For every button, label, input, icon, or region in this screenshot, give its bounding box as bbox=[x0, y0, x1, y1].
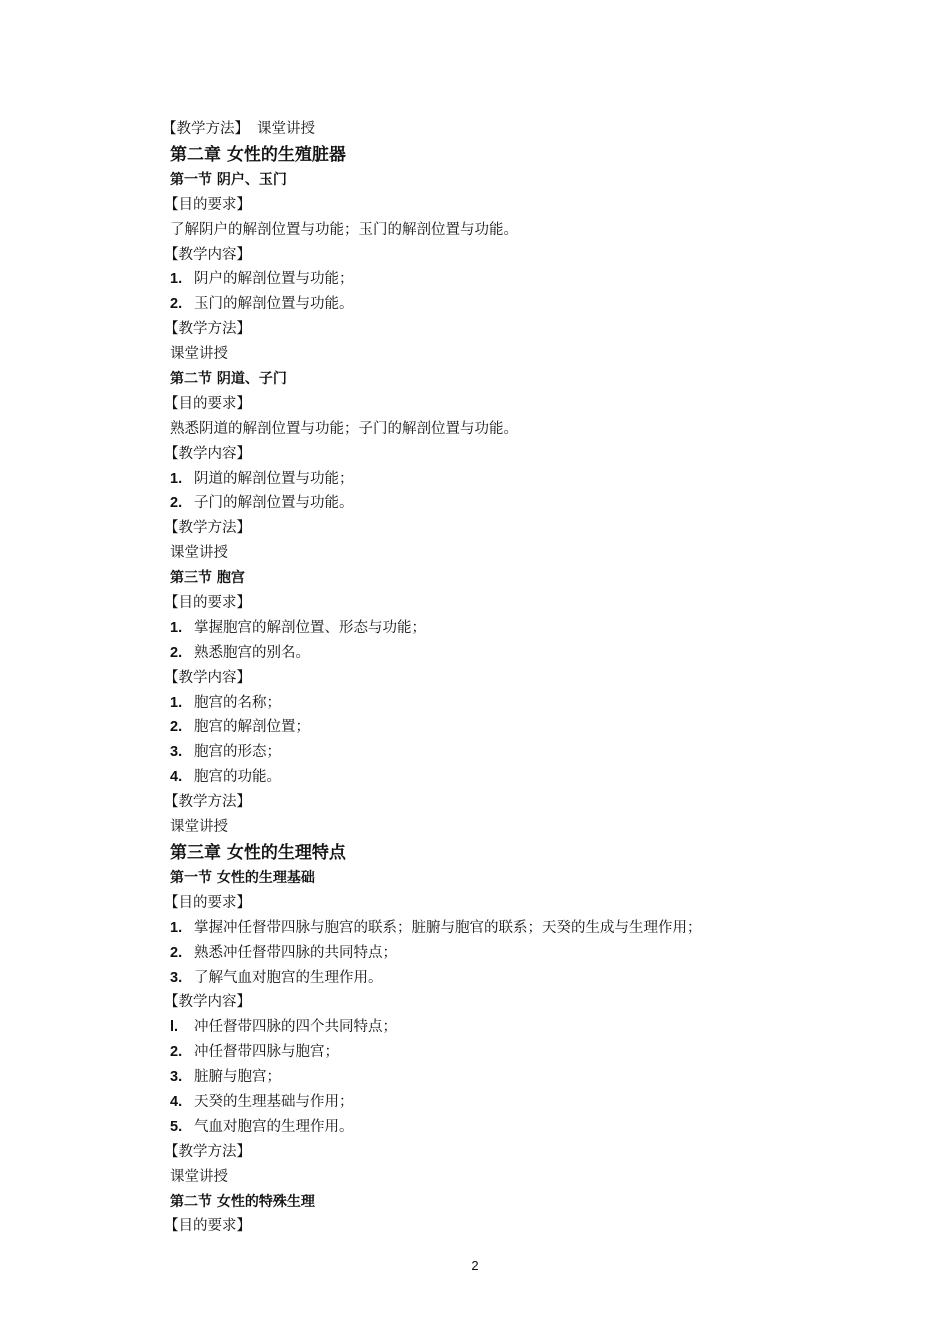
plain-text: 熟悉阴道的解剖位置与功能；子门的解剖位置与功能。 bbox=[170, 420, 518, 437]
item-line bbox=[0, 1065, 950, 1090]
bracket-text: 【目的要求】 bbox=[164, 395, 251, 412]
item-number: 4. bbox=[170, 769, 183, 786]
item-text: 胞宫的解剖位置； bbox=[194, 719, 310, 736]
item-number: 3. bbox=[170, 969, 183, 986]
chapter-line bbox=[0, 142, 950, 168]
item-number: 3. bbox=[170, 744, 183, 761]
item-text: 掌握冲任督带四脉与胞宫的联系；脏腑与胞官的联系；天癸的生成与生理作用； bbox=[194, 919, 702, 936]
bracket-line bbox=[0, 516, 950, 541]
bracket-line bbox=[0, 193, 950, 218]
section-line bbox=[0, 566, 950, 591]
plain-text: 课堂讲授 bbox=[170, 346, 228, 363]
plain-line bbox=[0, 218, 950, 243]
item-text: 胞宫的形态； bbox=[194, 744, 281, 761]
item-line bbox=[0, 715, 950, 740]
item-text: 气血对胞宫的生理作用。 bbox=[194, 1118, 354, 1135]
item-line bbox=[0, 691, 950, 716]
bracket-line bbox=[0, 1214, 950, 1239]
bracket-line bbox=[0, 1140, 950, 1165]
bracket-text: 【教学内容】 bbox=[164, 994, 251, 1011]
section-text: 第一节 阴户、玉门 bbox=[170, 171, 287, 188]
item-number: 4. bbox=[170, 1093, 183, 1110]
bracket-text: 【目的要求】 bbox=[164, 1218, 251, 1235]
top-line-text: 课堂讲授 bbox=[257, 121, 315, 137]
item-line bbox=[0, 292, 950, 317]
bracket-line bbox=[0, 317, 950, 342]
section-line bbox=[0, 1190, 950, 1215]
item-line bbox=[0, 740, 950, 765]
item-number: 1. bbox=[170, 271, 183, 288]
item-text: 熟悉冲任督带四脉的共同特点； bbox=[194, 944, 397, 961]
item-number: 5. bbox=[170, 1118, 183, 1135]
top-line bbox=[0, 117, 950, 142]
item-number: 1. bbox=[170, 470, 183, 487]
item-line bbox=[0, 491, 950, 516]
item-text: 胞宫的名称； bbox=[194, 694, 281, 711]
chapter-line bbox=[0, 840, 950, 866]
chapter-text: 第二章 女性的生殖脏器 bbox=[170, 144, 346, 165]
bracket-line bbox=[0, 666, 950, 691]
plain-line bbox=[0, 1165, 950, 1190]
item-line bbox=[0, 1040, 950, 1065]
item-number: 2. bbox=[170, 1044, 183, 1061]
item-text: 阴道的解剖位置与功能； bbox=[194, 470, 354, 487]
bracket-text: 【教学方法】 bbox=[164, 520, 251, 537]
bracket-line bbox=[0, 790, 950, 815]
plain-text: 课堂讲授 bbox=[170, 1168, 228, 1185]
item-line bbox=[0, 467, 950, 492]
bracket-line bbox=[0, 392, 950, 417]
plain-line bbox=[0, 541, 950, 566]
bracket-line bbox=[0, 442, 950, 467]
bracket-text: 【教学方法】 bbox=[164, 1143, 251, 1160]
item-line bbox=[0, 1090, 950, 1115]
item-line bbox=[0, 641, 950, 666]
bracket-text: 【教学内容】 bbox=[164, 669, 251, 686]
plain-text: 课堂讲授 bbox=[170, 819, 228, 836]
plain-text: 课堂讲授 bbox=[170, 545, 228, 562]
section-line bbox=[0, 866, 950, 891]
item-text: 胞宫的功能。 bbox=[194, 769, 281, 786]
line-list bbox=[0, 142, 950, 1239]
item-text: 子门的解剖位置与功能。 bbox=[194, 495, 354, 512]
bracket-line bbox=[0, 243, 950, 268]
item-line bbox=[0, 916, 950, 941]
item-text: 掌握胞宫的解剖位置、形态与功能； bbox=[194, 619, 426, 636]
bracket-text: 【目的要求】 bbox=[164, 595, 251, 612]
section-line bbox=[0, 168, 950, 193]
item-line bbox=[0, 765, 950, 790]
plain-line bbox=[0, 417, 950, 442]
plain-text: 了解阴户的解剖位置与功能；玉门的解剖位置与功能。 bbox=[170, 221, 518, 238]
bracket-line bbox=[0, 990, 950, 1015]
item-text: 阴户的解剖位置与功能； bbox=[194, 271, 354, 288]
item-number: 1. bbox=[170, 619, 183, 636]
item-text: 了解气血对胞宫的生理作用。 bbox=[194, 969, 383, 986]
item-text: 脏腑与胞宫； bbox=[194, 1069, 281, 1086]
section-text: 第二节 女性的特殊生理 bbox=[170, 1193, 315, 1210]
section-text: 第三节 胞宫 bbox=[170, 570, 245, 587]
item-number: 2. bbox=[170, 644, 183, 661]
top-line-label: 【教学方法】 bbox=[162, 121, 249, 137]
item-number: 2. bbox=[170, 495, 183, 512]
bracket-text: 【教学方法】 bbox=[164, 321, 251, 338]
item-line bbox=[0, 616, 950, 641]
item-number: 2. bbox=[170, 944, 183, 961]
item-line bbox=[0, 1115, 950, 1140]
bracket-text: 【目的要求】 bbox=[164, 894, 251, 911]
item-number: l. bbox=[170, 1019, 179, 1036]
item-text: 冲任督带四脉的四个共同特点； bbox=[194, 1019, 397, 1036]
item-text: 天癸的生理基础与作用； bbox=[194, 1093, 354, 1110]
document-body bbox=[0, 117, 950, 1239]
item-number: 3. bbox=[170, 1069, 183, 1086]
item-line bbox=[0, 267, 950, 292]
item-number: 1. bbox=[170, 919, 183, 936]
bracket-text: 【教学内容】 bbox=[164, 246, 251, 263]
chapter-text: 第三章 女性的生理特点 bbox=[170, 842, 346, 863]
item-line bbox=[0, 941, 950, 966]
section-text: 第二节 阴道、子门 bbox=[170, 371, 287, 388]
item-number: 1. bbox=[170, 694, 183, 711]
item-number: 2. bbox=[170, 296, 183, 313]
item-text: 熟悉胞宫的别名。 bbox=[194, 644, 310, 661]
section-text: 第一节 女性的生理基础 bbox=[170, 869, 315, 886]
plain-line bbox=[0, 815, 950, 840]
item-line bbox=[0, 966, 950, 991]
plain-line bbox=[0, 342, 950, 367]
item-number: 2. bbox=[170, 719, 183, 736]
bracket-text: 【教学内容】 bbox=[164, 445, 251, 462]
item-text: 冲任督带四脉与胞宫； bbox=[194, 1044, 339, 1061]
item-line bbox=[0, 1015, 950, 1040]
bracket-line bbox=[0, 591, 950, 616]
item-text: 玉门的解剖位置与功能。 bbox=[194, 296, 354, 313]
bracket-line bbox=[0, 891, 950, 916]
section-line bbox=[0, 367, 950, 392]
page-number: 2 bbox=[471, 1258, 479, 1273]
bracket-text: 【教学方法】 bbox=[164, 794, 251, 811]
bracket-text: 【目的要求】 bbox=[164, 196, 251, 213]
